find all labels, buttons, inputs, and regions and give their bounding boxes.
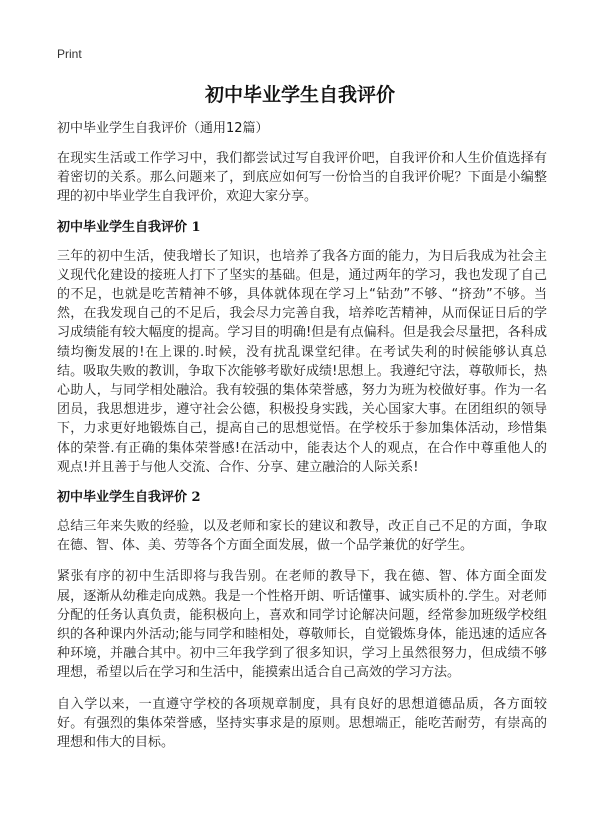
section-heading-1: 初中毕业学生自我评价 1 <box>57 219 201 235</box>
intro-paragraph: 在现实生活或工作学习中，我们都尝试过写自我评价吧，自我评价和人生价值选择有着密切的关系。那么问题来了，到底应如何写一份恰当的自我评价呢？下面是小编整理的初中毕业学生自我评价，欢迎大家分享。 <box>57 151 547 205</box>
section-2-paragraph-2: 紧张有序的初中生活即将与我告别。在老师的教导下，我在德、智、体方面全面发展，逐渐从幼稚走向成熟。我是一个性格开朗、听话懂事、诚实质朴的.学生。对老师分配的任务认真负责，能积极向上，喜欢和同学讨论解决问题，经常参加班级学校组织的各种课内外活动;能与同学和睦相处，尊敬师长，自觉锻炼身体，能迅速的适应各种环境，并融合其中。初中三年我学到了很多知识，学习上虽然很努力，但成绩不够理想，希望以后在学习和生活中，能摸索出适合自己高效的学习方法。 <box>57 569 547 681</box>
print-link[interactable]: Print <box>57 47 82 61</box>
document-title: 初中毕业学生自我评价 <box>204 84 395 106</box>
document-body <box>57 120 547 764</box>
section-heading-2: 初中毕业学生自我评价 2 <box>57 490 201 506</box>
section-2-paragraph-1: 总结三年来失败的经验，以及老师和家长的建议和教导，改正自己不足的方面，争取在德、智、体、美、劳等各个方面全面发展，做一个品学兼优的好学生。 <box>57 519 547 554</box>
document-subtitle: 初中毕业学生自我评价（通用12篇） <box>57 121 269 136</box>
section-2-paragraph-3: 自入学以来，一直遵守学校的各项规章制度，具有良好的思想道德品质，各方面较好。有强烈的集体荣誉感，坚持实事求是的原则。思想端正，能吃苦耐劳，有崇高的理想和伟大的目标。 <box>57 696 547 751</box>
section-1-paragraph-1: 三年的初中生活，使我增长了知识，也培养了我各方面的能力，为日后我成为社会主义现代化建设的接班人打下了坚实的基础。但是，通过两年的学习，我也发现了自己的不足，也就是吃苦精神不够，具体就体现在学习上“钻劲”不够、“挤劲”不够。当然，在我发现自己的不足后，我会尽力完善自我，培养吃苦精神，从而保证日后的学习成绩能有较大幅度的提高。学习目的明确!但是有点偏科。但是我会尽量把，各科成绩均衡发展的!在上课的.时候，没有扰乱课堂纪律。在考试失利的时候能够认真总结。吸取失败的教训，争取下次能够考歇好成绩!思想上。我遵纪守法，尊敬师长，热心助人，与同学相处融洽。我有较强的集体荣誉感，努力为班为校做好事。作为一名团员，我思想进步，遵守社会公德，积极投身实践，关心国家大事。在团组织的领导下，力求更好地锻炼自己，提高自己的思想觉悟。在学校乐于参加集体活动，珍惜集体的荣誉.有正确的集体荣誉感!在活动中，能表达个人的观点，在合作中尊重他人的观点!并且善于与他人交流、合作、分享、建立融洽的人际关系! <box>57 248 547 475</box>
